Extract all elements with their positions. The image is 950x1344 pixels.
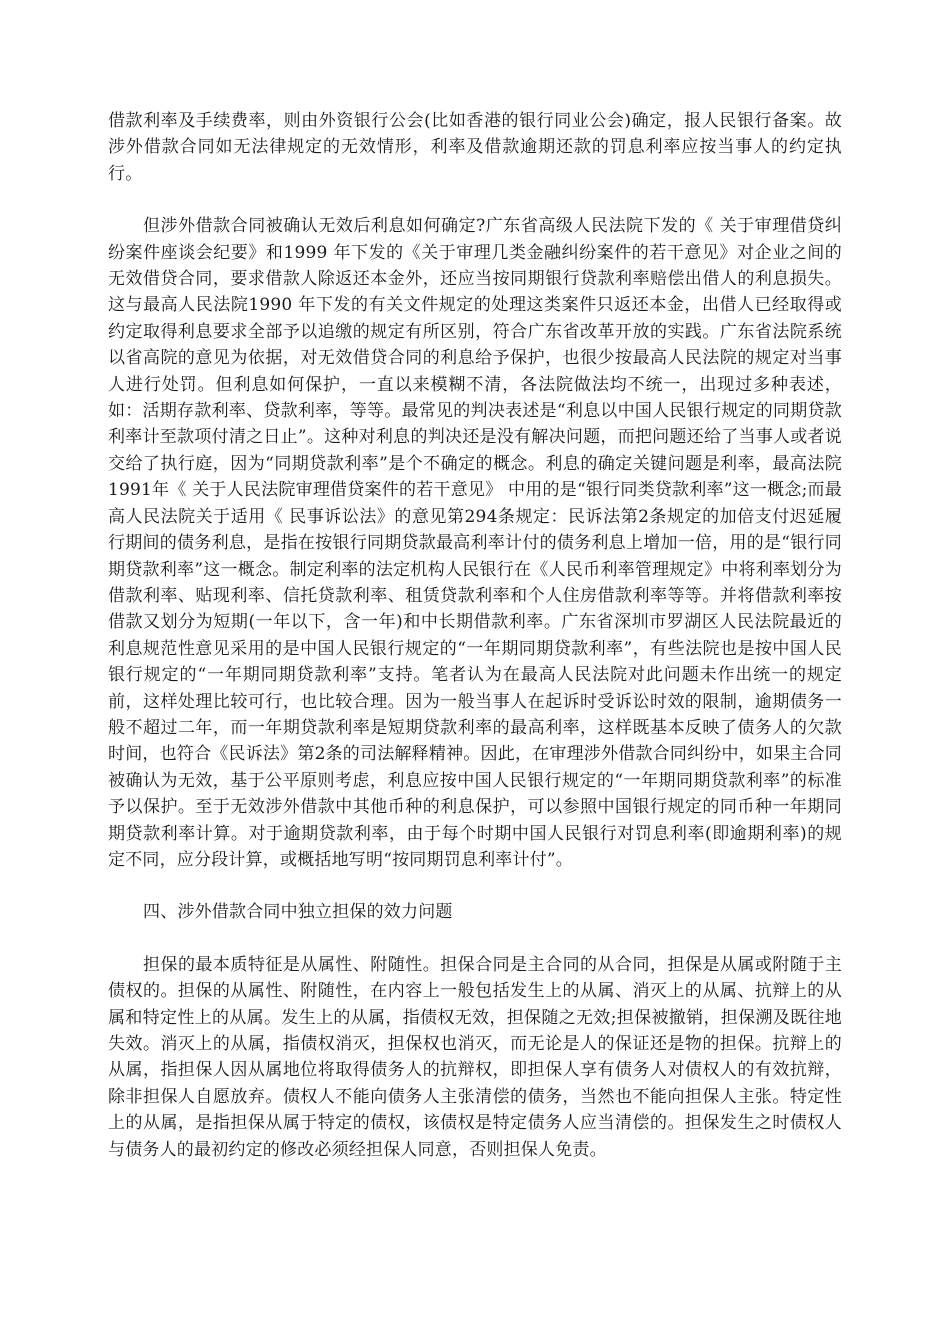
paragraph-interest-determination: 但涉外借款合同被确认无效后利息如何确定?广东省高级人民法院下发的《 关于审理借贷纠纷案件座谈会纪要》和1999 年下发的《关于审理几类金融纠纷案件的若干意见》对企业之间的无效借贷合同，要求借款人除返还本金外，还应当按同期银行贷款利率赔偿出借人的利息损失。这与最高人民法院1990 年下发的有关文件规定的处理这类案件只返还本金，出借人已经取得或约定取得利息要求全部予以追缴的规定有所区别，符合广东省改革开放的实践。广东省法院系统以省高院的意见为依据，对无效借贷合同的利息给予保护，也很少按最高人民法院的规定对当事人进行处罚。但利息如何保护，一直以来模糊不清，各法院做法均不统一，出现过多种表述，如：活期存款利率、贷款利率，等等。最常见的判决表述是“利息以中国人民银行规定的同期贷款利率计至款项付清之日止”。这种对利息的判决还是没有解决问题，而把问题还给了当事人或者说交给了执行庭，因为“同期贷款利率”是个不确定的概念。利息的确定关键问题是利率，最高法院1991年《 关于人民法院审理借贷案件的若干意见》 中用的是“银行同类贷款利率”这一概念;而最高人民法院关于适用《 民事诉讼法》的意见第294条规定：民诉法第2条规定的加倍支付迟延履行期间的债务利息，是指在按银行同期贷款最高利率计付的债务利息上增加一倍，用的是“银行同期贷款利率”这一概念。制定利率的法定机构人民银行在《人民币利率管理规定》中将利率划分为借款利率、贴现利率、信托贷款利率、租赁贷款利率和个人住房借款利率等等。并将借款利率按借款又划分为短期(一年以下，含一年)和中长期借款利率。广东省深圳市罗湖区人民法院最近的利息规范性意见采用的是中国人民银行规定的“一年期同期贷款利率”，有些法院也是按中国人民银行规定的“一年期同期贷款利率”支持。笔者认为在最高人民法院对此问题未作出统一的规定前，这样处理比较可行，也比较合理。因为一般当事人在起诉时受诉讼时效的限制，逾期债务一般不超过二年，而一年期贷款利率是短期贷款利率的最高利率，这样既基本反映了债务人的欠款时间，也符合《民诉法》第2条的司法解释精神。因此，在审理涉外借款合同纠纷中，如果主合同被确认为无效，基于公平原则考虑，利息应按中国人民银行规定的“一年期同期贷款利率”的标准予以保护。至于无效涉外借款中其他币种的利息保护，可以参照中国银行规定的同币种一年期同期贷款利率计算。对于逾期贷款利率，由于每个时期中国人民银行对罚息利率(即逾期利率)的规定不同，应分段计算，或概括地写明“按同期罚息利率计付”。 bbox=[108, 216, 842, 870]
paragraph-guarantee-nature: 担保的最本质特征是从属性、附随性。担保合同是主合同的从合同，担保是从属或附随于主债权的。担保的从属性、附随性，在内容上一般包括发生上的从属、消灭上的从属、抗辩上的从属和特定性上的从属。发生上的从属，指债权无效，担保随之无效;担保被撤销，担保溯及既往地失效。消灭上的从属，指债权消灭，担保权也消灭，而无论是人的保证还是物的担保。抗辩上的从属，指担保人因从属地位将取得债务人的抗辩权，即担保人享有债务人对债权人的有效抗辩，除非担保人自愿放弃。债权人不能向债务人主张清偿的债务，当然也不能向担保人主张。特定性上的从属，是指担保从属于特定的债权，该债权是特定债务人应当清偿的。担保发生之时债权人与债务人的最初约定的修改必须经担保人同意，否则担保人免责。 bbox=[108, 954, 842, 1160]
paragraph-gap bbox=[108, 926, 842, 952]
paragraph-gap bbox=[108, 873, 842, 899]
paragraph-continuation: 借款利率及手续费率，则由外资银行公会(比如香港的银行同业公会)确定，报人民银行备案。故涉外借款合同如无法律规定的无效情形，利率及借款逾期还款的罚息利率应按当事人的约定执行。 bbox=[108, 111, 842, 184]
document-body bbox=[108, 108, 842, 1163]
paragraph-gap bbox=[108, 187, 842, 213]
section-heading: 四、涉外借款合同中独立担保的效力问题 bbox=[143, 902, 453, 923]
